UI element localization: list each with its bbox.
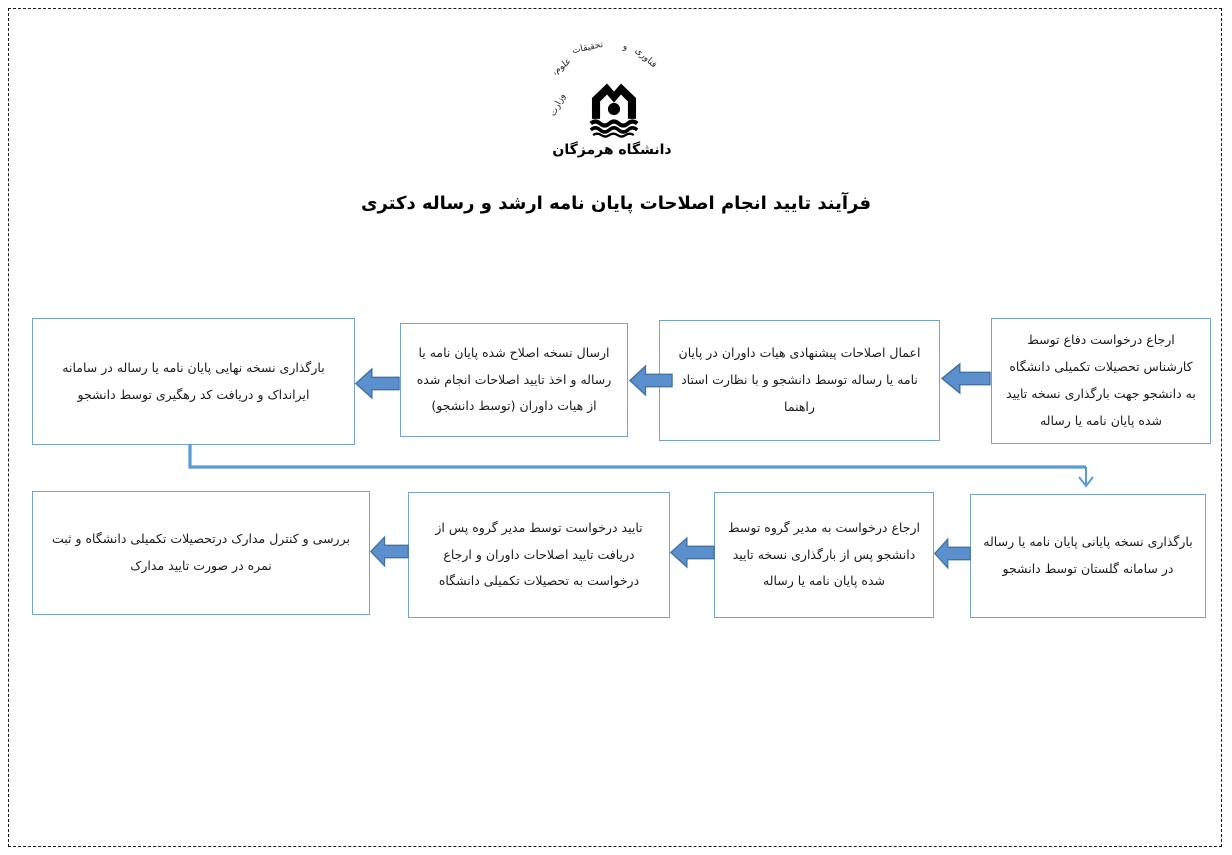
flow-step-box-5 xyxy=(970,494,1206,618)
flow-step-box-6 xyxy=(714,492,934,618)
flow-step-box-1 xyxy=(991,318,1211,444)
university-logo xyxy=(520,38,720,168)
ministry-arc-word: تحقیقات xyxy=(571,39,605,57)
ministry-arc-word: و xyxy=(622,41,628,53)
flow-connector-line xyxy=(183,444,1095,496)
page-title: فرآیند تایید انجام اصلاحات پایان نامه ارشد و رساله دکتری xyxy=(360,193,872,214)
flow-step-text: بررسی و کنترل مدارک درتحصیلات تکمیلی دانشگاه و ثبت نمره در صورت تایید مدارک xyxy=(52,531,350,573)
left-arrow-icon xyxy=(370,534,409,569)
flow-step-box-3 xyxy=(400,323,628,437)
flow-step-text: اعمال اصلاحات پیشنهادی هیات داوران در پایان نامه یا رساله توسط دانشجو و با نظارت استاد راهنما xyxy=(678,345,921,414)
flow-step-text: ارسال نسخه اصلاح شده پایان نامه یا رساله و اخذ تایید اصلاحات انجام شده از هیات داوران (توسط دانشجو) xyxy=(416,344,612,414)
ministry-arc-word: وزارت xyxy=(548,92,568,118)
left-arrow-icon xyxy=(670,535,715,570)
left-arrow-icon xyxy=(355,366,400,401)
flow-step-box-8 xyxy=(32,491,370,615)
flow-step-box-2 xyxy=(659,320,940,441)
flow-step-text: ارجاع درخواست به مدیر گروه توسط دانشجو پس از بارگذاری نسخه تایید شده پایان نامه یا رساله xyxy=(728,519,920,589)
university-emblem-icon xyxy=(585,76,643,142)
left-arrow-icon xyxy=(941,361,991,396)
flow-step-text: ارجاع درخواست دفاع توسط کارشناس تحصیلات تکمیلی دانشگاه به دانشجو جهت بارگذاری نسخه تایید شده پایان نامه یا رساله xyxy=(1006,332,1196,428)
flow-step-text: بارگذاری نسخه پایانی پایان نامه یا رساله در سامانه گلستان توسط دانشجو xyxy=(983,534,1193,576)
flow-step-text: تایید درخواست توسط مدیر گروه پس از دریافت تایید اصلاحات داوران و ارجاع درخواست به تحصیلات تکمیلی دانشگاه xyxy=(435,519,643,589)
left-arrow-icon xyxy=(629,363,673,398)
ministry-arc-word: فناوری xyxy=(632,45,659,71)
flow-step-box-4 xyxy=(32,318,355,445)
university-name: دانشگاه هرمزگان xyxy=(552,142,672,158)
flow-step-text: بارگذاری نسخه نهایی پایان نامه یا رساله در سامانه ایرانداک و دریافت کد رهگیری توسط دانشجو xyxy=(62,359,325,402)
flow-step-box-7 xyxy=(408,492,670,618)
ministry-arc-word: علوم، xyxy=(550,56,574,78)
left-arrow-icon xyxy=(934,536,971,571)
